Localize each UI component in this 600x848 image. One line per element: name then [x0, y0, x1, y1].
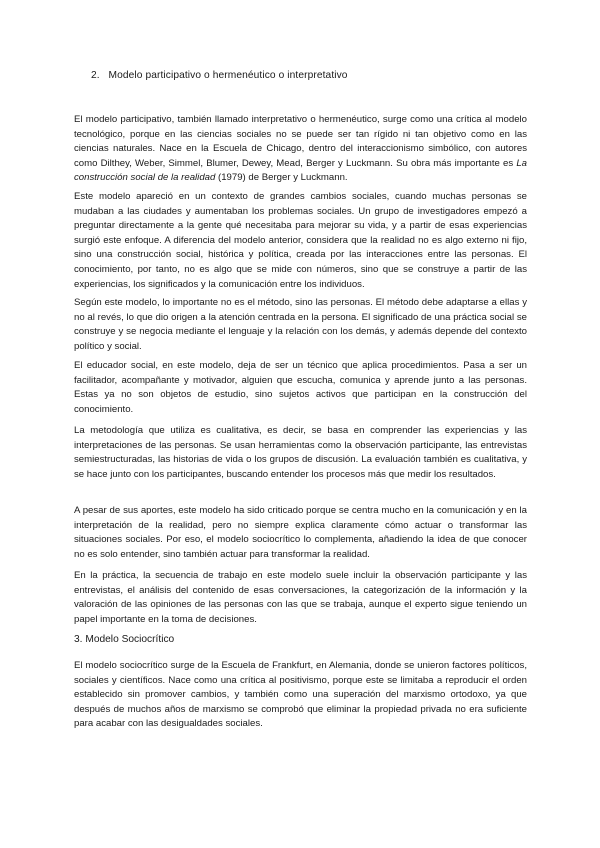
book-title: La construcción social de la realidad: [74, 157, 527, 184]
section-3-heading: 3. Modelo Sociocrítico: [74, 634, 175, 645]
paragraph-2: Este modelo apareció en un contexto de grandes cambios sociales, cuando muchas personas se mudaban a las ciudades y aumentaban los problemas sociales. Un grupo de investigadores empezó a preguntar directamente a la gente qué necesitaba para mejorar su vida, y a partir de esas experiencias surgió este enfoque. A diferencia del modelo anterior, considera que la realidad no es algo externo ni fijo, sino una construcción social, histórica y política, creada por las interacciones entre las personas. El conocimiento, por tanto, no es algo que se mide con números, sino que se construye a partir de las experiencias, los significados y la comunicación entre los individuos.: [74, 191, 527, 290]
paragraph-7: En la práctica, la secuencia de trabajo en este modelo suele incluir la observación participante y las entrevistas, el análisis del contenido de esas conversaciones, la categorización de la información y la valoración de las opiniones de las personas con las que se trabaja, aunque el experto sigue teniendo un papel importante en la toma de decisiones.: [74, 570, 527, 625]
section-2-title: Modelo participativo o hermenéutico o interpretativo: [108, 70, 348, 81]
paragraph-3: Según este modelo, lo importante no es el método, sino las personas. El método debe adaptarse a ellas y no al revés, lo que dio origen a la atención centrada en la persona. El significado de una práctica social se construye y se negocia mediante el lenguaje y la relación con los demás, y además depende del contexto político y social.: [74, 297, 527, 352]
paragraph-8: El modelo sociocrítico surge de la Escuela de Frankfurt, en Alemania, donde se unieron factores políticos, sociales y científicos. Nace como una crítica al positivismo, porque este se limitaba a reproducir el orden establecido sin promover cambios, y también como una superación del marxismo ortodoxo, ya que después de muchos años de marxismo se comprobó que eliminar la propiedad privada no era suficiente para acabar con las desigualdades sociales.: [74, 660, 527, 730]
paragraph-6: A pesar de sus aportes, este modelo ha sido criticado porque se centra mucho en la comunicación y en la interpretación de la realidad, pero no siempre explica claramente cómo actuar o transformar las situaciones sociales. Por eso, el modelo sociocrítico lo complementa, añadiendo la idea de que conocer no es solo entender, sino también actuar para transformar la realidad.: [74, 505, 527, 560]
section-2-number: 2.: [91, 70, 100, 81]
paragraph-5: La metodología que utiliza es cualitativa, es decir, se basa en comprender las experiencias y las interpretaciones de las personas. Se usan herramientas como la observación participante, las entrevistas semiestructuradas, las historias de vida o los grupos de discusión. La evaluación también es cualitativa, y se hace junto con los participantes, buscando entender los procesos más que medir los resultados.: [74, 425, 527, 480]
section-2-heading: [91, 70, 348, 81]
paragraph-4: El educador social, en este modelo, deja de ser un técnico que aplica procedimientos. Pasa a ser un facilitador, acompañante y motivador, alguien que escucha, comunica y aprende junto a las personas. Estas ya no son objetos de estudio, sino sujetos activos que participan en la construcción del conocimiento.: [74, 360, 527, 415]
paragraph-1: [74, 113, 527, 186]
paragraph-1-text-end: (1979) de Berger y Luckmann.: [215, 172, 348, 184]
paragraph-1-text: El modelo participativo, también llamado interpretativo o hermenéutico, surge como una crítica al modelo tecnológico, porque en las ciencias sociales no se puede ser tan rígido ni tan objetivo como en las ciencias naturales. Nace en la Escuela de Chicago, dentro del interaccionismo simbólico, con autores como Dilthey, Weber, Simmel, Blumer, Dewey, Mead, Berger y Luckmann. Su obra más importante es: [74, 114, 527, 169]
